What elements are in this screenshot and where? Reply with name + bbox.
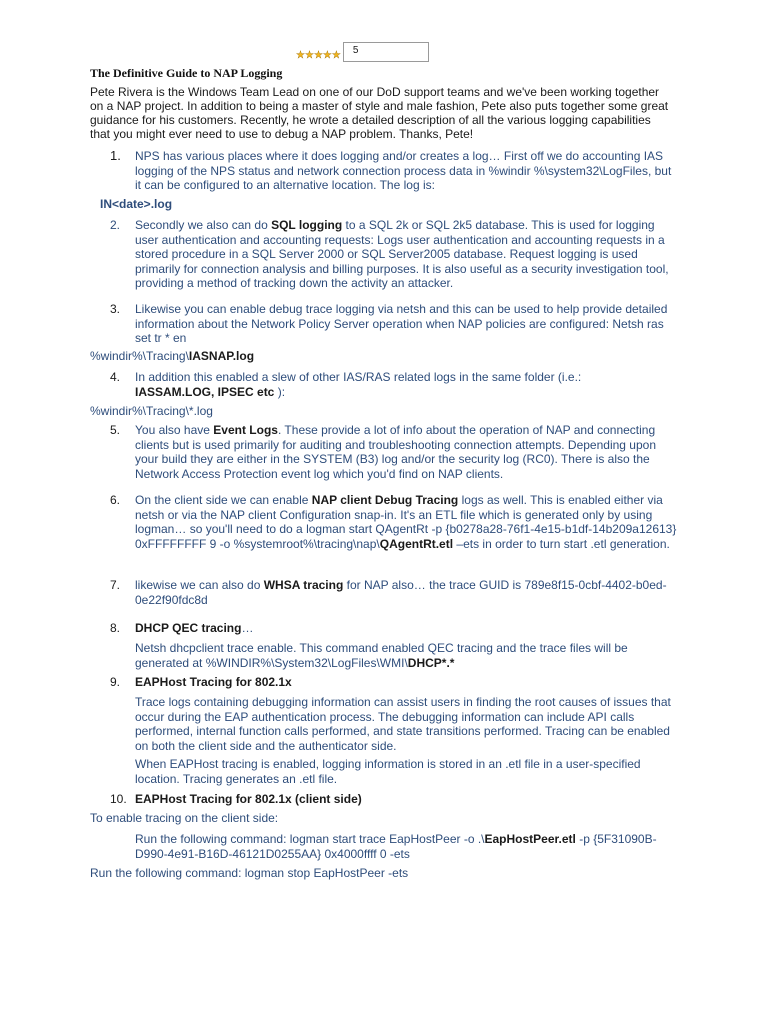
list-number: 6. [110, 493, 121, 507]
dhcp-detail: Netsh dhcpclient trace enable. This command enabled QEC tracing and the trace files will be generated at %WINDIR%\System32\LogFiles\WMI\DHCP*.* [135, 641, 628, 670]
run-start-command: Run the following command: logman start trace EapHostPeer -o .\EapHostPeer.etl -p {5F31090B-D990-4e91-B16D-46121D0255AA} 0x4000ffff 0 -ets [135, 832, 657, 861]
list-item-5 [110, 423, 680, 481]
enable-client-text: To enable tracing on the client side: [90, 811, 279, 825]
list-item-10 [110, 792, 680, 807]
list-item-text: EAPHost Tracing for 802.1x [135, 675, 292, 689]
list-item-6 [110, 493, 680, 551]
list-item-1 [110, 149, 680, 193]
list-item-text: On the client side we can enable NAP client Debug Tracing logs as well. This is enabled either via netsh or via the NAP client Configuration snap-in. It's an ETL file which is generated only by using logman… so you'll need to do a logman start QAgentRt -p {b0278a28-76f1-4e15-b1df-14b209a12613} 0xFFFFFFFF 9 -o %systemroot%\tracing\nap\QAgentRt.etl –ets in order to turn start .etl generation. [135, 493, 677, 551]
list-number: 2. [110, 218, 121, 232]
list-item-text: You also have Event Logs. These provide a lot of info about the operation of NAP and connecting clients but is used primarily for auditing and troubleshooting connection attempts. Depending upon your build they are either in the SYSTEM (B3) log and/or the security log (RC0). There is also the Network Access Protection event log which you'd find on NAP clients. [135, 423, 656, 481]
rating-widget[interactable] [296, 40, 429, 62]
list-item-text: Secondly we also can do SQL logging to a SQL 2k or SQL 2k5 database. This is used for logging user authentication and accounting requests: Logs user authentication and accounting requests in a stored procedure in a SQL Server 2000 or SQL Server2005 database. Request logging is used primarily for connection analysis and billing purposes. It is also useful as a security investigation tool, providing a method of tracking down the activity an attacker. [135, 218, 669, 290]
list-number: 3. [110, 302, 121, 316]
rating-value: 5 [352, 45, 359, 56]
list-item-text: Likewise you can enable debug trace logging via netsh and this can be used to help provide detailed information about the Network Policy Server operation when NAP policies are configured: Netsh ras set tr * en [135, 302, 668, 345]
list-number: 4. [110, 370, 121, 384]
iasnap-path: %windir%\Tracing\IASNAP.log [90, 349, 255, 363]
star-icon[interactable]: ★ [322, 50, 332, 61]
list-item-3 [110, 302, 680, 346]
list-item-text: EAPHost Tracing for 802.1x (client side) [135, 792, 362, 806]
tracing-path: %windir%\Tracing\*.log [90, 404, 213, 418]
list-item-text: NPS has various places where it does logging and/or creates a log… First off we do accounting IAS logging of the NPS status and network connection process data in %windir %\system32\LogFiles, but it can be configured to an alternative location. The log is: [135, 149, 672, 192]
list-number: 7. [110, 578, 121, 592]
star-icon[interactable]: ★ [296, 50, 305, 61]
list-number: 5. [110, 423, 121, 437]
rating-value-box[interactable] [343, 42, 429, 62]
list-number: 1. [110, 148, 121, 163]
list-item-9 [110, 675, 680, 690]
star-icon[interactable]: ★ [313, 50, 323, 61]
sql-logging-term: SQL logging [271, 218, 343, 232]
list-number: 9. [110, 675, 121, 689]
eaphost-paragraph-1: Trace logs containing debugging information can assist users in finding the root causes of issues that occur during the EAP authentication process. The debugging information can include API calls performed, internal function calls performed, and state transitions performed. Tracing can be enabled on both the client side and the authenticator side. [135, 695, 671, 753]
star-icon[interactable]: ★ [331, 50, 341, 61]
list-item-text: likewise we can also do WHSA tracing for NAP also… the trace GUID is 789e8f15-0cbf-4402-b0ed-0e22f90fdc8d [135, 578, 667, 607]
list-item-text: In addition this enabled a slew of other IAS/RAS related logs in the same folder (i.e.: IASSAM.LOG, IPSEC etc ): [135, 370, 582, 399]
list-item-4 [110, 370, 680, 399]
star-icon[interactable]: ★ [304, 50, 314, 61]
list-item-7 [110, 578, 680, 607]
list-item-2 [110, 218, 680, 291]
document-title: The Definitive Guide to NAP Logging [90, 66, 283, 80]
intro-paragraph: Pete Rivera is the Windows Team Lead on one of our DoD support teams and we've been working together on a NAP project. In addition to being a master of style and male fashion, Pete also puts together some great guidance for his customers. Recently, he wrote a detailed description of all the various logging capabilities that you might ever need to use to debug a NAP problem. Thanks, Pete! [90, 85, 669, 141]
list-number: 10. [110, 792, 127, 806]
log-filename: IN<date>.log [100, 197, 173, 211]
list-item-text: DHCP QEC tracing… [135, 621, 254, 635]
list-number: 8. [110, 621, 121, 635]
eaphost-paragraph-2: When EAPHost tracing is enabled, logging information is stored in an .etl file in a user-specified location. Tracing generates an .etl file. [135, 757, 641, 786]
run-stop-command: Run the following command: logman stop EapHostPeer -ets [90, 866, 409, 880]
list-item-8 [110, 621, 680, 636]
star-rating[interactable] [296, 51, 341, 62]
